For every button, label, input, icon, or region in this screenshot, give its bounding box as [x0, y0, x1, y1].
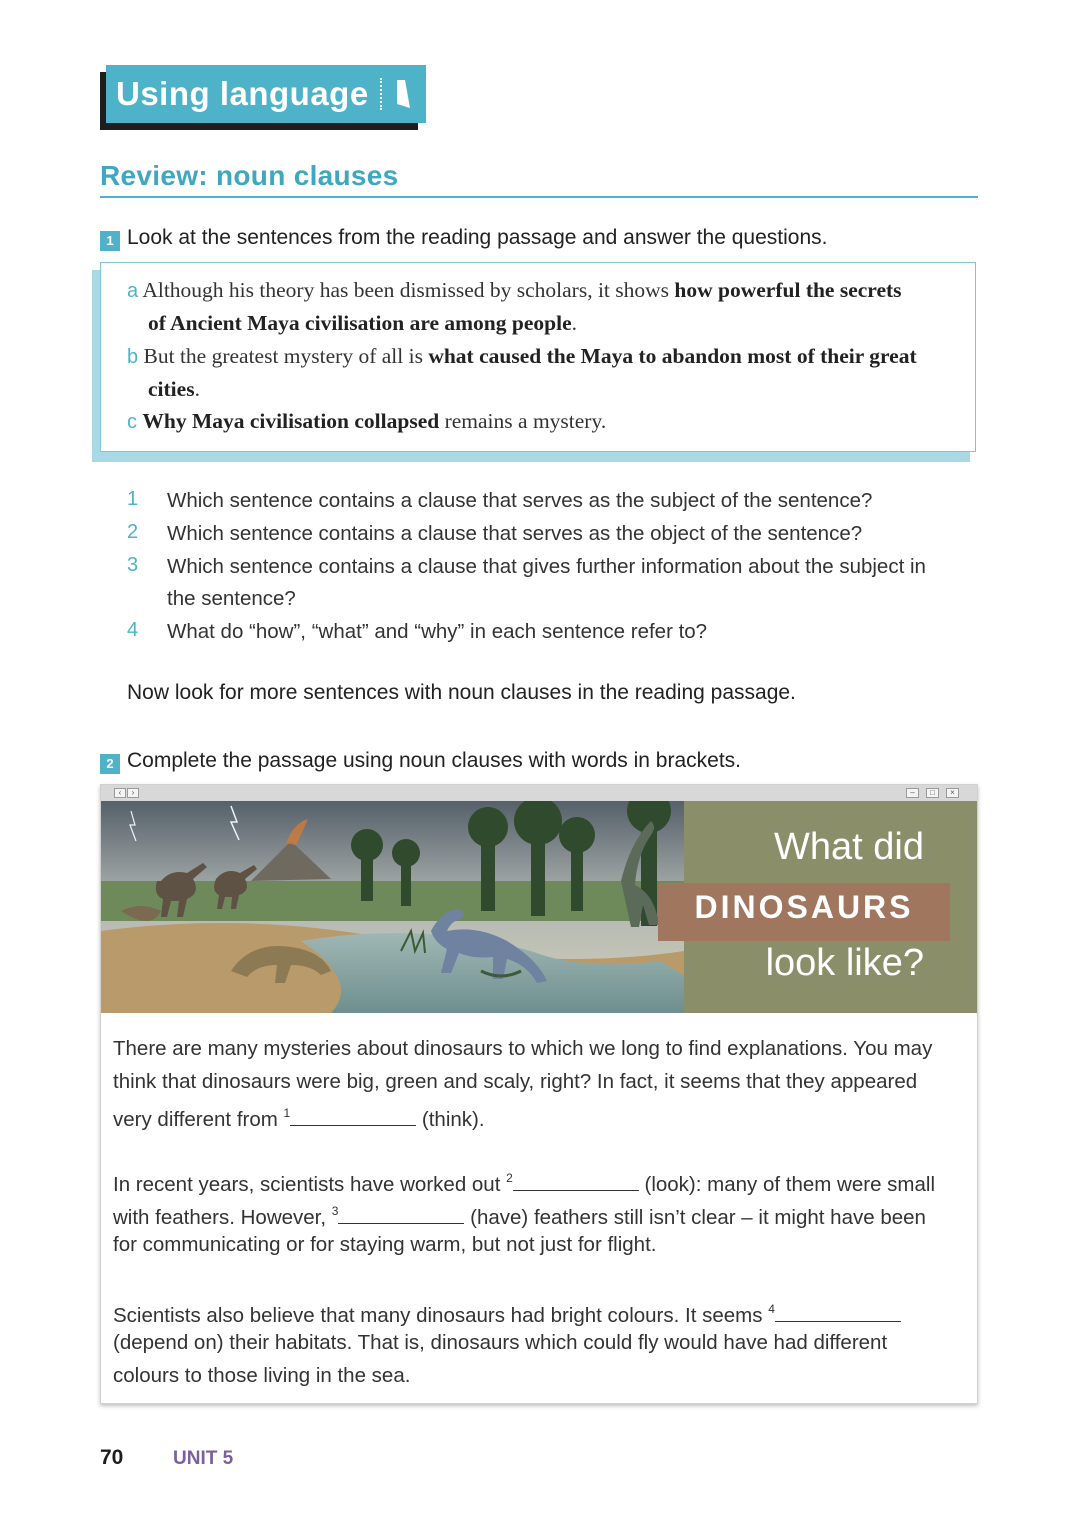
noun-clause: Why Maya civilisation collapsed	[142, 409, 440, 433]
passage-line: There are many mysteries about dinosaurs to which we long to find explanations. You may	[113, 1037, 933, 1060]
sentence-a-cont	[148, 307, 968, 340]
passage-text: (have) feathers still isn’t clear – it might have been	[464, 1206, 926, 1229]
section-heading: Review: noun clauses	[100, 160, 399, 191]
blank-number: 1	[283, 1106, 291, 1120]
exercise-number: 2	[100, 754, 120, 774]
sentence-a	[127, 274, 967, 308]
passage-line: for communicating or for staying warm, but not just for flight.	[113, 1233, 657, 1256]
question-text: Which sentence contains a clause that gives further information about the subject in	[167, 555, 926, 578]
exercise-number: 1	[100, 231, 120, 251]
title-line1: What did	[774, 826, 924, 868]
heading-rule	[100, 196, 978, 198]
question-number: 4	[127, 619, 139, 641]
answer-blank-1[interactable]	[290, 1107, 416, 1126]
question-text: What do “how”, “what” and “why” in each sentence refer to?	[167, 620, 708, 643]
question-number: 1	[127, 488, 139, 510]
minimize-icon[interactable]: –	[906, 788, 919, 798]
title-line2: DINOSAURS	[694, 889, 914, 925]
sentence-text: But the greatest mystery of all is	[143, 344, 429, 368]
title-line3: look like?	[765, 942, 924, 984]
blank-number: 3	[331, 1204, 339, 1218]
sentence-text: Although his theory has been dismissed by scholars, it shows	[142, 278, 675, 302]
sentence-letter: c	[127, 411, 137, 433]
close-icon[interactable]: ×	[946, 788, 959, 798]
blank-number: 2	[506, 1171, 513, 1185]
sentence-c	[127, 405, 967, 439]
question-text-cont: the sentence?	[167, 587, 296, 610]
sentence-b-cont	[148, 373, 968, 406]
answer-blank-4[interactable]	[775, 1303, 901, 1322]
passage-text: (look): many of them were small	[638, 1173, 935, 1196]
noun-clause: cities	[148, 377, 195, 401]
passage-text: very different from	[113, 1108, 284, 1131]
passage-line: think that dinosaurs were big, green and scaly, right? In fact, it seems that they appeared	[113, 1070, 918, 1093]
sentence-letter: b	[127, 346, 139, 368]
section-banner-title: Using language	[116, 75, 369, 112]
passage-text: with feathers. However,	[113, 1206, 332, 1229]
exercise-instruction: Complete the passage using noun clauses with words in brackets.	[127, 749, 742, 772]
browser-toolbar	[101, 785, 977, 801]
dinosaur-illustration	[101, 801, 684, 1013]
noun-clause: how powerful the secrets	[674, 278, 902, 302]
question-text: Which sentence contains a clause that serves as the subject of the sentence?	[167, 489, 873, 512]
passage-line: (depend on) their habitats. That is, dinosaurs which could fly would have had different	[113, 1331, 888, 1354]
sentence-text: remains a mystery.	[439, 409, 607, 433]
passage-text: (think).	[416, 1108, 485, 1131]
sentence-letter: a	[127, 280, 139, 302]
followup-instruction: Now look for more sentences with noun clauses in the reading passage.	[127, 681, 796, 704]
answer-blank-2[interactable]	[513, 1172, 639, 1191]
passage-line: colours to those living in the sea.	[113, 1364, 411, 1387]
forward-icon[interactable]: ›	[127, 788, 139, 798]
question-number: 3	[127, 554, 139, 576]
noun-clause: what caused the Maya to abandon most of their great	[428, 344, 917, 368]
section-banner	[106, 65, 426, 123]
bookmark-icon	[395, 78, 411, 112]
question-number: 2	[127, 521, 139, 543]
blank-number: 4	[768, 1302, 775, 1316]
noun-clause: of Ancient Maya civilisation are among people	[148, 311, 572, 335]
answer-blank-3[interactable]	[338, 1205, 464, 1224]
passage-text: In recent years, scientists have worked out	[113, 1173, 507, 1196]
question-text: Which sentence contains a clause that serves as the object of the sentence?	[167, 522, 863, 545]
banner-divider	[380, 78, 384, 110]
sentence-text: .	[194, 377, 200, 401]
back-icon[interactable]: ‹	[114, 788, 126, 798]
maximize-icon[interactable]: □	[926, 788, 939, 798]
sentence-text: .	[571, 311, 577, 335]
passage-line	[113, 1097, 973, 1136]
sentence-b	[127, 340, 972, 374]
page-number: 70	[100, 1446, 124, 1469]
passage-text: Scientists also believe that many dinosaurs had bright colours. It seems	[113, 1304, 769, 1327]
unit-label: UNIT 5	[173, 1448, 234, 1469]
exercise-instruction: Look at the sentences from the reading passage and answer the questions.	[127, 226, 828, 249]
